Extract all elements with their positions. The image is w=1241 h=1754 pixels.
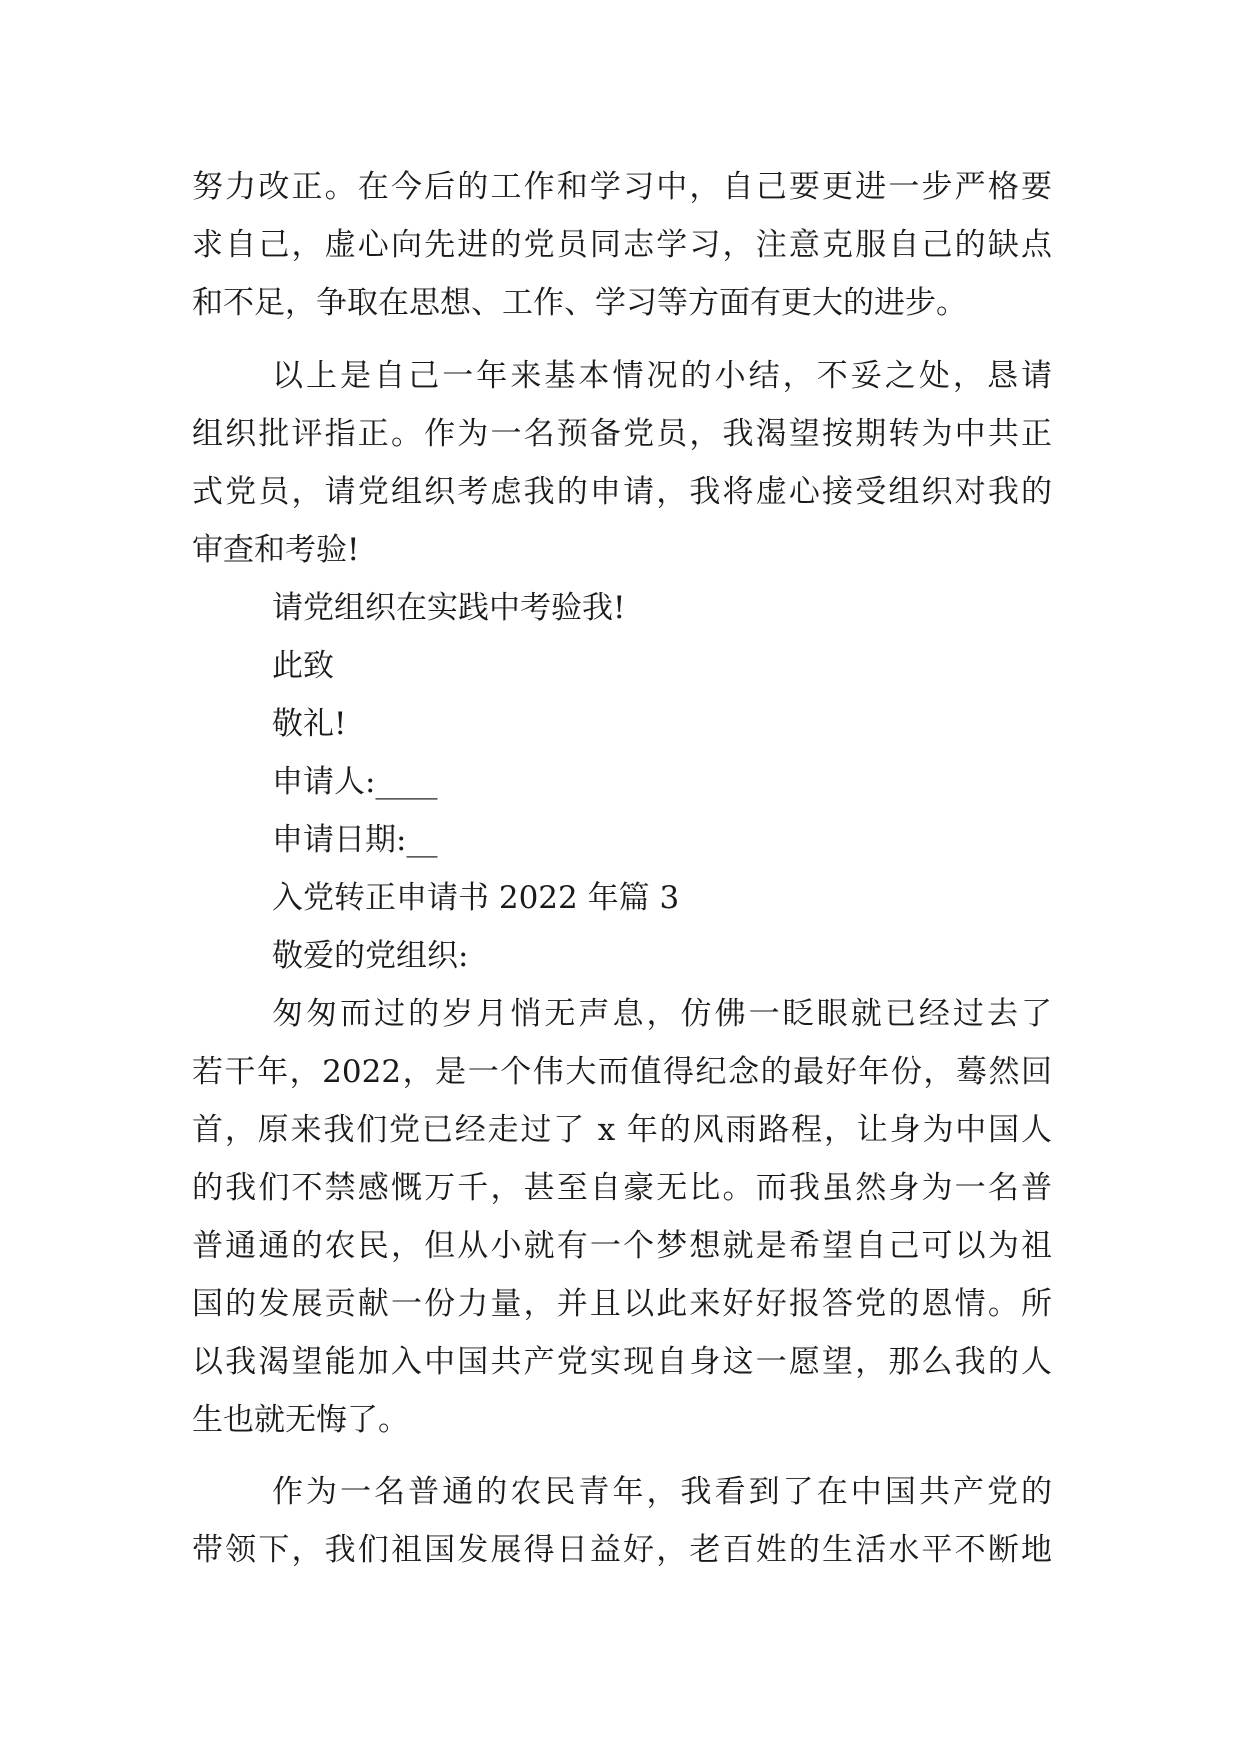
date-line: 申请日期:__ — [272, 822, 438, 858]
paragraph-line: 审查和考验! — [192, 532, 360, 568]
paragraph-line: 若干年，2022，是一个伟大而值得纪念的最好年份，蓦然回 — [192, 1054, 1052, 1090]
paragraph-line: 作为一名普通的农民青年，我看到了在中国共产党的 — [272, 1474, 1052, 1510]
paragraph-line: 首，原来我们党已经走过了 x 年的风雨路程，让身为中国人 — [192, 1112, 1052, 1148]
paragraph-line: 努力改正。在今后的工作和学习中，自己要更进一步严格要 — [192, 169, 1052, 205]
paragraph-line: 组织批评指正。作为一名预备党员，我渴望按期转为中共正 — [192, 416, 1052, 452]
paragraph-line: 国的发展贡献一份力量，并且以此来好好报答党的恩情。所 — [192, 1286, 1052, 1322]
section-heading: 入党转正申请书 2022 年篇 3 — [272, 880, 680, 916]
paragraph-line: 普通通的农民，但从小就有一个梦想就是希望自己可以为祖 — [192, 1228, 1052, 1264]
closing-line: 请党组织在实践中考验我! — [272, 590, 626, 626]
paragraph-line: 和不足，争取在思想、工作、学习等方面有更大的进步。 — [192, 285, 967, 321]
paragraph-line: 求自己，虚心向先进的党员同志学习，注意克服自己的缺点 — [192, 227, 1052, 263]
closing-line: 此致 — [272, 648, 334, 684]
closing-line: 敬礼! — [272, 706, 347, 742]
paragraph-line: 以上是自己一年来基本情况的小结，不妥之处，恳请 — [272, 358, 1052, 394]
signature-line: 申请人:____ — [272, 764, 438, 800]
paragraph-line: 匆匆而过的岁月悄无声息，仿佛一眨眼就已经过去了 — [272, 996, 1052, 1032]
paragraph-line: 生也就无悔了。 — [192, 1402, 409, 1438]
paragraph-line: 以我渴望能加入中国共产党实现自身这一愿望，那么我的人 — [192, 1344, 1052, 1380]
paragraph-line: 带领下，我们祖国发展得日益好，老百姓的生活水平不断地 — [192, 1532, 1052, 1568]
paragraph-line: 式党员，请党组织考虑我的申请，我将虚心接受组织对我的 — [192, 474, 1052, 510]
salutation: 敬爱的党组织: — [272, 938, 469, 974]
paragraph-line: 的我们不禁感慨万千，甚至自豪无比。而我虽然身为一名普 — [192, 1170, 1052, 1206]
